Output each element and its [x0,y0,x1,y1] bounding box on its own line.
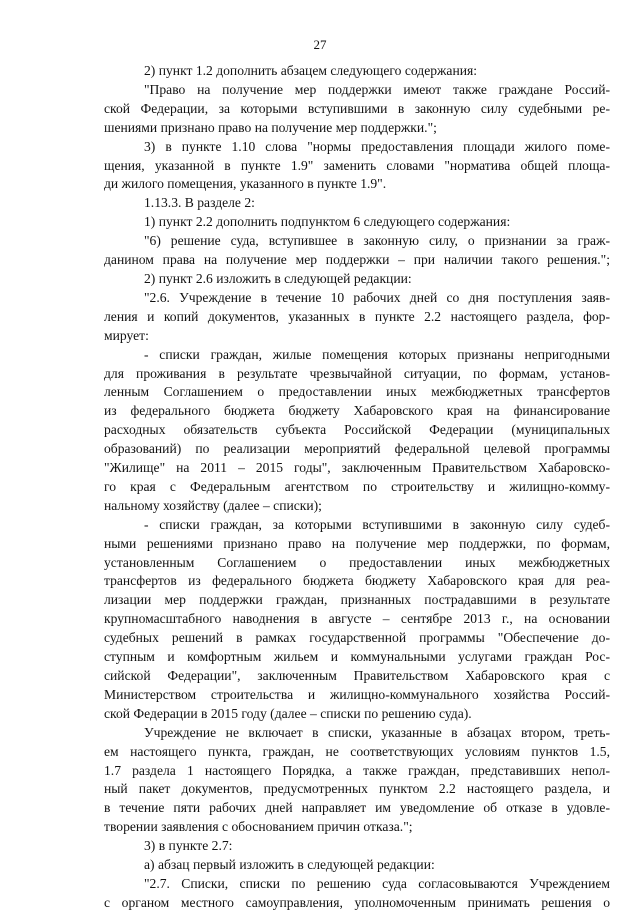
text-line: ными решениями признано право на получение мер поддержки, по формам, [104,535,610,551]
text-line: крупномасштабного наводнения в августе – сентябре 2013 г., на основании [104,611,610,627]
text-line: Министерством строительства и жилищно-коммунального хозяйства Россий- [104,686,610,702]
text-line: "2.7. Списки, списки по решению суда согласовываются Учреждением [144,875,610,891]
text-line: ем настоящего пункта, граждан, не соответствующих условиям пунктов 1.5, [104,743,610,759]
text-line: ской Федерации в 2015 году (далее – списки по решению суда). [104,705,472,721]
text-line: из федерального бюджета бюджету Хабаровского края на финансирование [104,403,610,419]
text-line: ный пакет документов, предусмотренных пунктом 2.2 настоящего раздела, и [104,781,610,797]
text-line: для проживания в результате чрезвычайной ситуации, по формам, установ- [104,365,610,381]
text-line: 3) в пункте 1.10 слова "нормы предоставления площади жилого поме- [144,138,610,154]
text-line: с органом местного самоуправления, уполномоченным принимать решения о [104,894,610,910]
text-line: ди жилого помещения, указанного в пункте 1.9". [104,176,387,192]
text-line: 1) пункт 2.2 дополнить подпунктом 6 следующего содержания: [144,214,511,230]
text-line: "Право на получение мер поддержки имеют также граждане Россий- [144,81,610,97]
text-line: сийской Федерации", заключенным Правительством Хабаровского края с [104,668,610,683]
text-line: данином права на получение мер поддержки – при наличии такого решения."; [104,252,610,268]
text-line: лизации мер поддержки граждан, признанных пострадавшими в результате [104,592,610,608]
text-line: творении заявления с обоснованием причин отказа."; [104,819,413,835]
text-line: образований) по реализации мероприятий федеральной целевой программы [104,441,610,457]
text-line: "6) решение суда, вступившее в законную силу, о признании за граж- [144,233,610,249]
text-line: "2.6. Учреждение в течение 10 рабочих дней со дня поступления заяв- [144,289,610,305]
document-body [104,62,610,913]
text-line: - списки граждан, за которыми вступившими в законную силу судеб- [144,516,610,532]
text-line: ленным Соглашением о предоставлении иных межбюджетных трансфертов [104,384,610,400]
text-line: ления и копий документов, указанных в пункте 2.2 настоящего раздела, фор- [104,308,610,324]
text-line: расходных обязательств субъекта Российской Федерации (муниципальных [104,422,610,438]
text-line: "Жилище" на 2011 – 2015 годы", заключенным Правительством Хабаровско- [104,460,610,476]
text-line: судебных решений в рамках государственной программы "Обеспечение до- [104,630,610,646]
text-line: - списки граждан, жилые помещения которых признаны непригодными [144,346,610,362]
text-line: ступным и комфортным жильем и коммунальными услугами граждан Рос- [104,649,610,665]
text-line: 1.7 раздела 1 настоящего Порядка, а также граждан, представивших непол- [104,762,610,778]
text-line: 1.13.3. В разделе 2: [144,195,255,211]
text-line: го края с Федеральным агентством по строительству и жилищно-комму- [104,478,610,494]
text-line: в течение пяти рабочих дней направляет им уведомление об отказе в удовле- [104,800,610,816]
text-line: установленным Соглашением о предоставлении иных межбюджетных [104,554,610,570]
text-line: 2) пункт 2.6 изложить в следующей редакции: [144,270,412,286]
text-line: мирует: [104,327,149,343]
page-number: 27 [313,37,327,52]
text-line: трансфертов из федерального бюджета бюджету Хабаровского края для реа- [104,573,610,589]
text-line: нальному хозяйству (далее – списки); [104,497,322,513]
text-line: ской Федерации, за которыми вступившими в законную силу судебными ре- [104,100,610,116]
text-line: 2) пункт 1.2 дополнить абзацем следующего содержания: [144,63,478,78]
text-line: а) абзац первый изложить в следующей редакции: [144,857,435,873]
text-line: Учреждение не включает в списки, указанные в абзацах втором, треть- [144,724,610,740]
text-line: 3) в пункте 2.7: [144,838,233,854]
text-line: щения, указанной в пункте 1.9" заменить словами "норматива общей площа- [104,157,610,173]
text-line: шениями признано право на получение мер поддержки."; [104,119,437,135]
